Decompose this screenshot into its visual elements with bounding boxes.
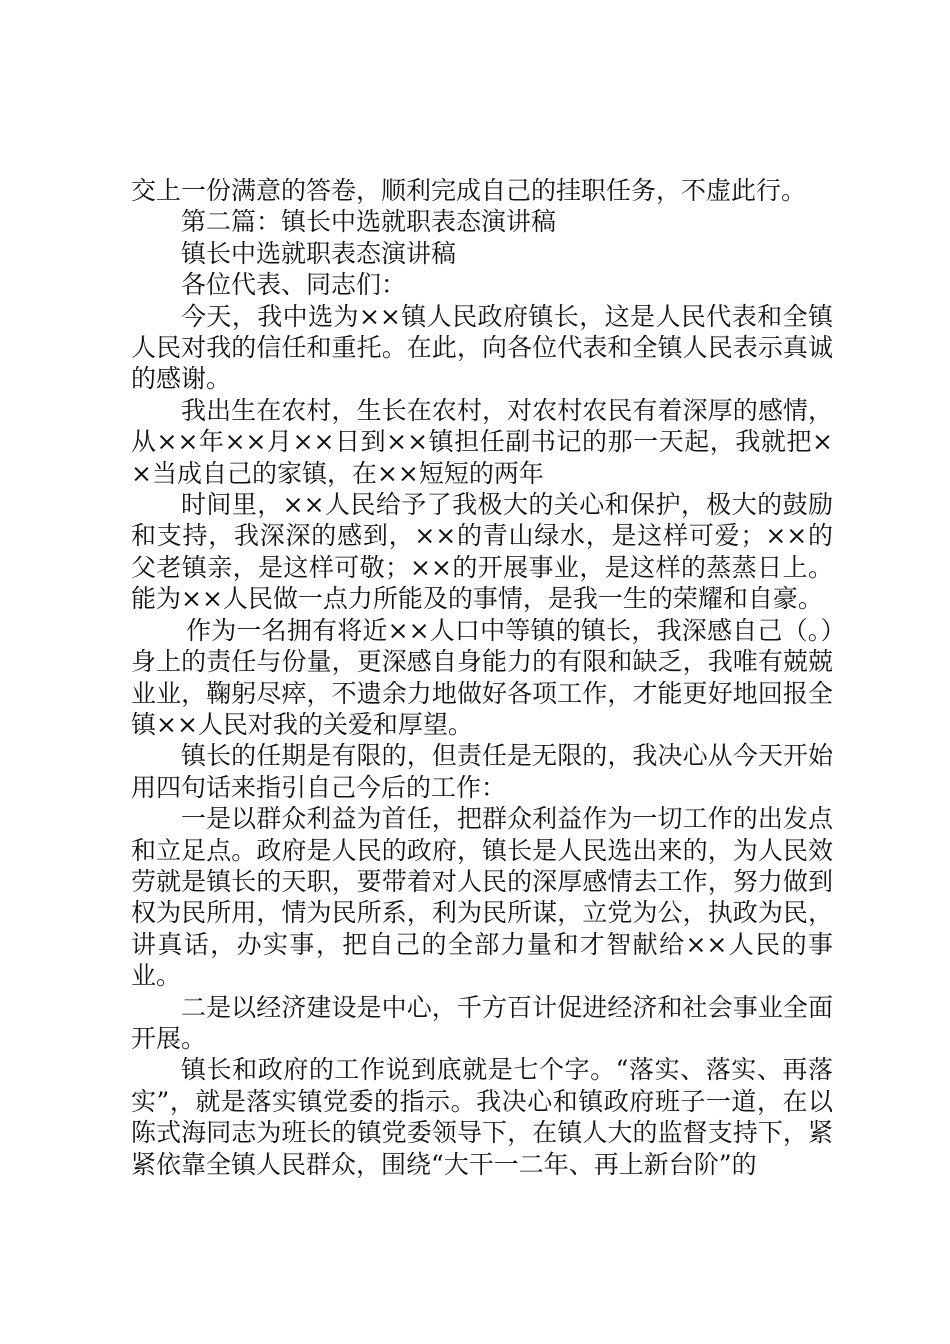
paragraph-commitment: 镇长的任期是有限的，但责任是无限的，我决心从今天开始用四句话来指引自己今后的工作：: [131, 741, 833, 802]
paragraph-continuation: 交上一份满意的答卷，顺利完成自己的挂职任务，不虚此行。: [131, 176, 807, 205]
paragraph-point-two: 二是以经济建设是中心，千方百计促进经济和社会事业全面开展。: [131, 992, 833, 1053]
paragraph-gratitude: 时间里，××人民给予了我极大的关心和保护，极大的鼓励和支持，我深深的感到，××的青山绿水，是这样可爱；××的父老镇亲，是这样可敬；××的开展事业，是这样的蒸蒸日上。能为××人民做一点力所能及的事情，是我一生的荣耀和自豪。: [131, 490, 833, 614]
paragraph-implementation: 镇长和政府的工作说到底就是七个字。“落实、落实、再落实”，就是落实镇党委的指示。我决心和镇政府班子一道，在以陈式海同志为班长的镇党委领导下，在镇人大的监督支持下，紧紧依靠全镇人民群众，围绕“大干一二年、再上新台阶”的: [131, 1055, 833, 1179]
speech-title: 镇长中选就职表态演讲稿: [181, 238, 457, 268]
paragraph-background: 我出生在农村，生长在农村，对农村农民有着深厚的感情，从××年××月××日到××镇担任副书记的那一天起，我就把××当成自己的家镇，在××短短的两年: [131, 395, 833, 488]
section-heading: 第二篇：镇长中选就职表态演讲稿: [181, 207, 557, 237]
salutation: 各位代表、同志们：: [181, 270, 407, 300]
document-body: [131, 175, 833, 1180]
paragraph-responsibility: 作为一名拥有将近××人口中等镇的镇长，我深感自己（。）身上的责任与份量，更深感自身能力的有限和缺乏，我唯有兢兢业业，鞠躬尽瘁，不遗余力地做好各项工作，才能更好地回报全镇××人民对我的关爱和厚望。: [131, 615, 833, 739]
paragraph-point-one: 一是以群众利益为首任，把群众利益作为一切工作的出发点和立足点。政府是人民的政府，镇长是人民选出来的，为人民效劳就是镇长的天职，要带着对人民的深厚感情去工作，努力做到权为民所用，情为民所系，利为民所谋，立党为公，执政为民，讲真话，办实事，把自己的全部力量和才智献给××人民的事业。: [131, 804, 833, 991]
paragraph-thanks: 今天，我中选为××镇人民政府镇长，这是人民代表和全镇人民对我的信任和重托。在此，向各位代表和全镇人民表示真诚的感谢。: [131, 301, 833, 394]
